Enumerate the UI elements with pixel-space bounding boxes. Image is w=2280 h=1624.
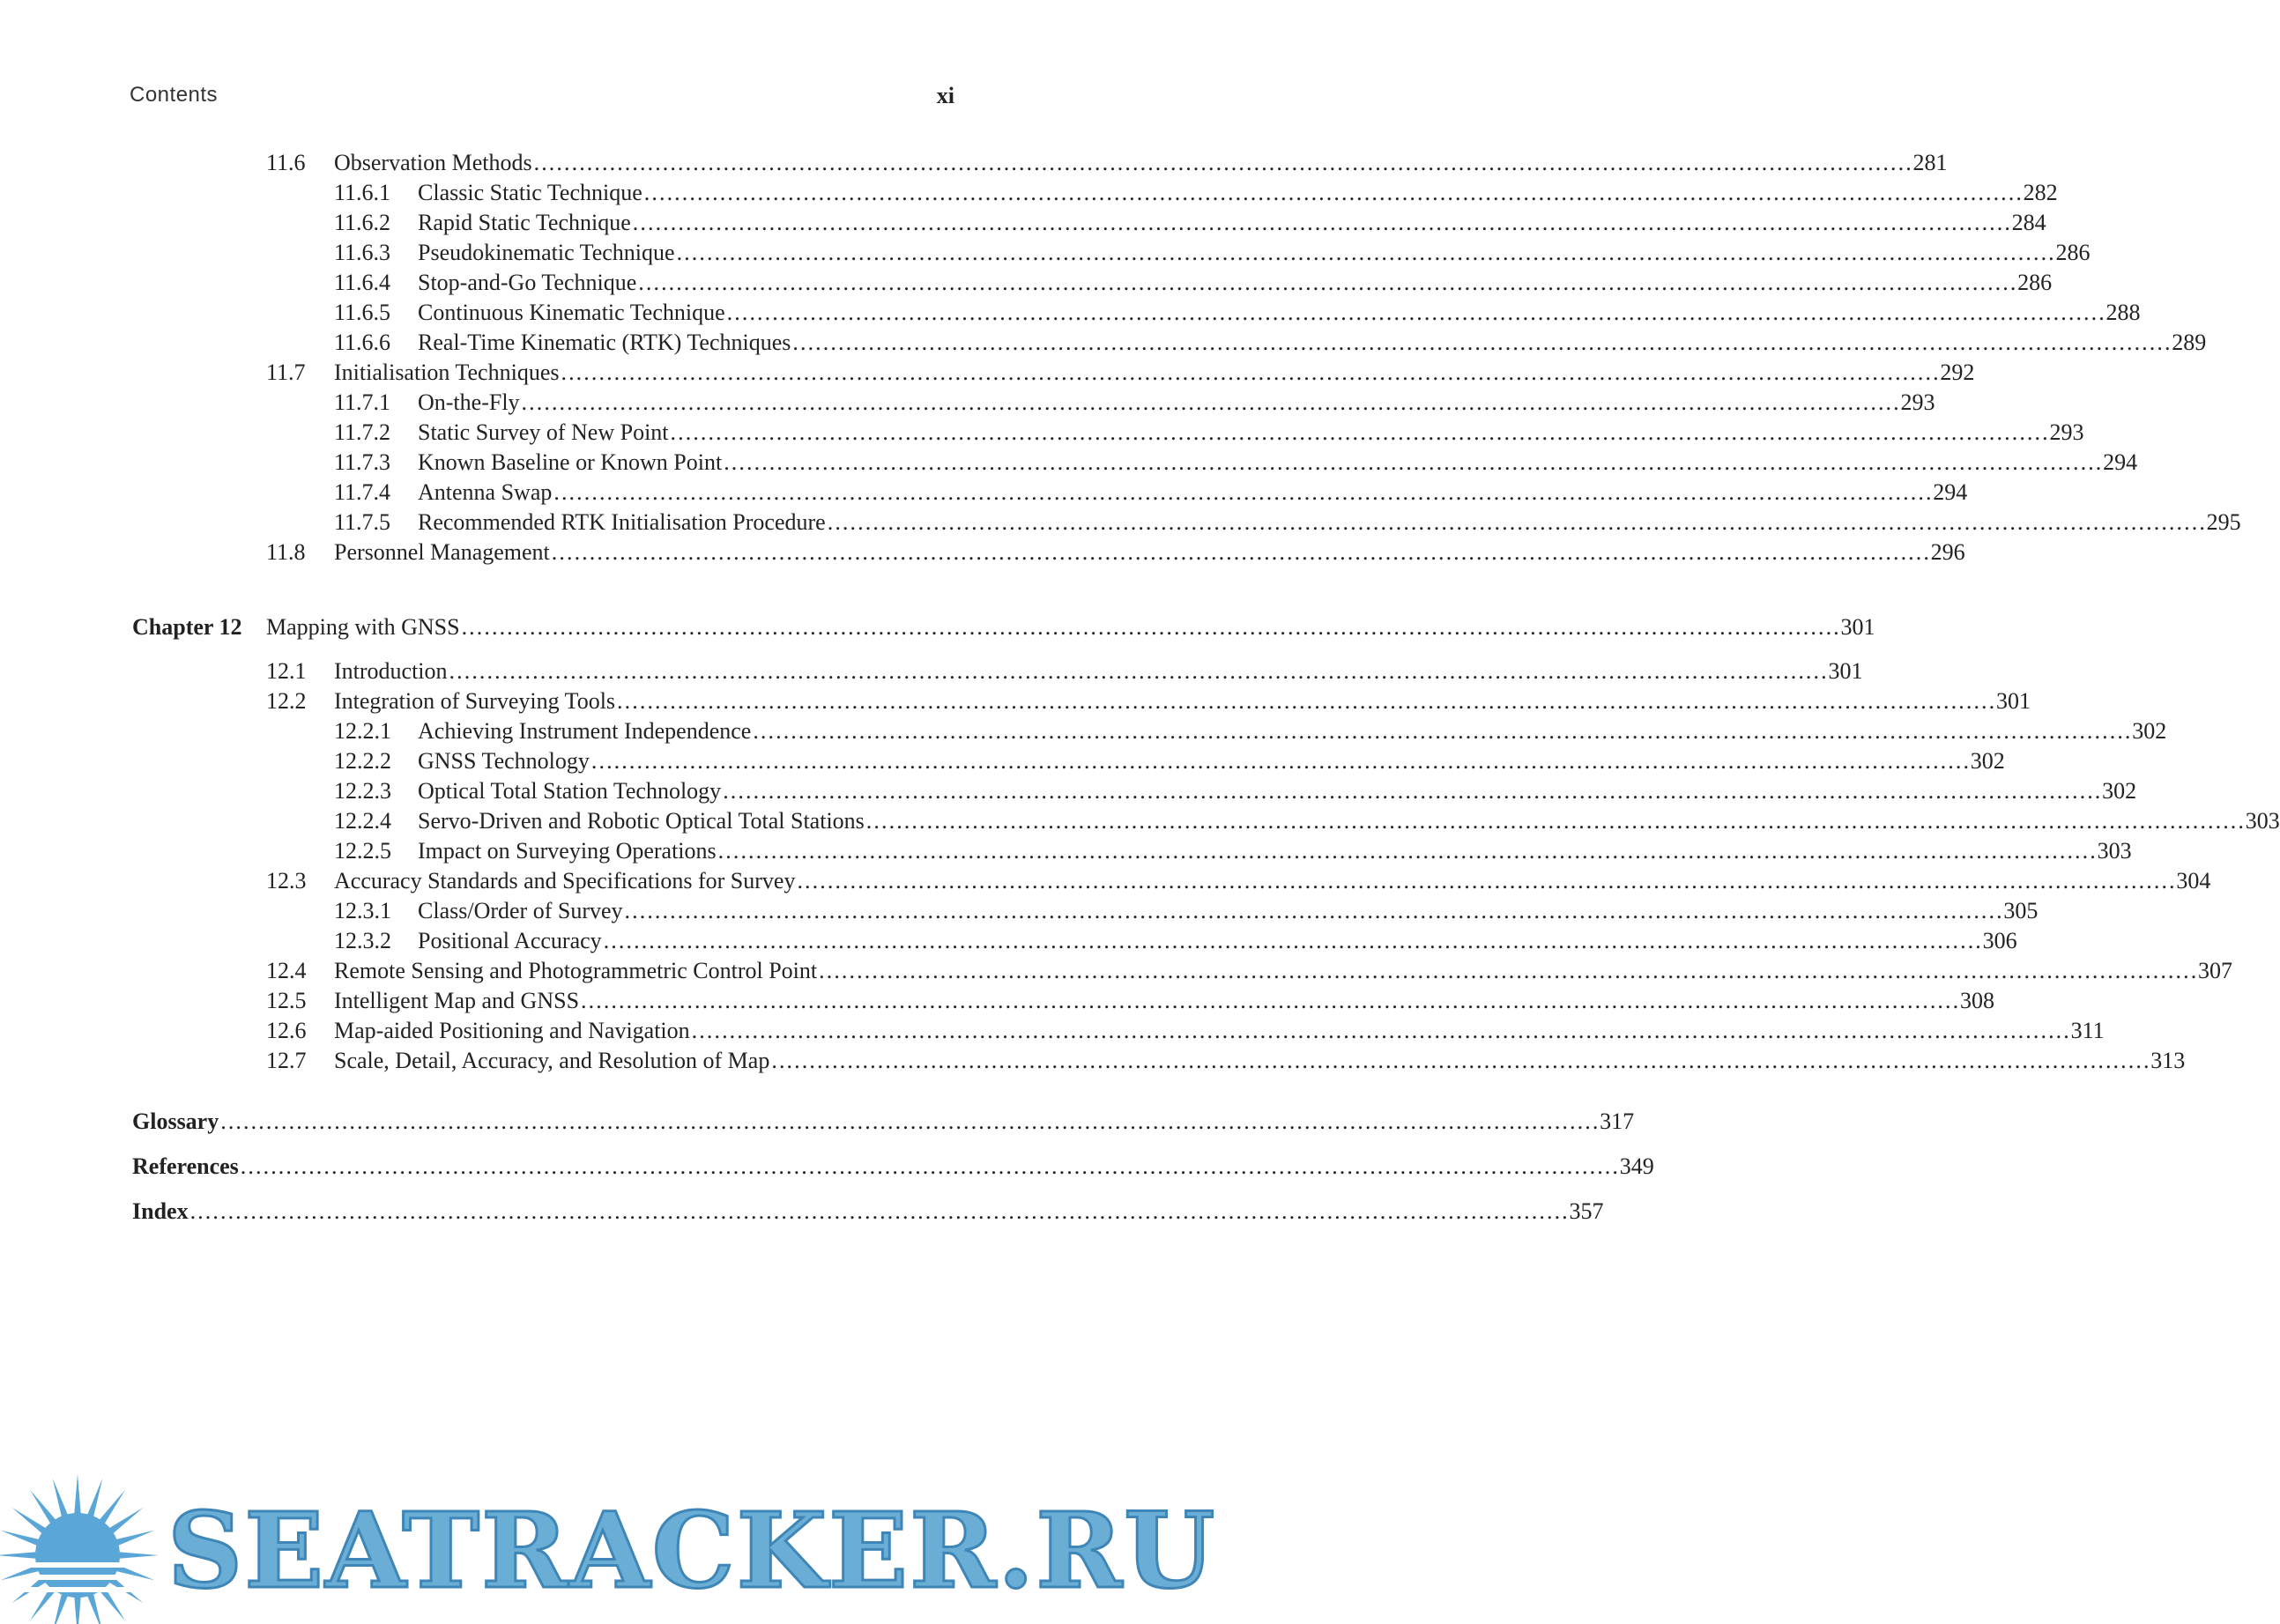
toc-entry-number: 12.5 xyxy=(266,988,307,1013)
toc-entry xyxy=(0,1152,1654,1181)
toc-entry-page: 349 xyxy=(1619,1153,1654,1179)
toc-entry-number: 11.6.3 xyxy=(334,240,391,265)
toc-entry-title: Continuous Kinematic Technique xyxy=(418,300,725,325)
dot-leader xyxy=(190,1197,1566,1226)
toc-entry-page: 281 xyxy=(1912,150,1948,175)
toc-entry-title: Initialisation Techniques xyxy=(334,360,560,385)
dot-leader xyxy=(241,1152,1616,1181)
dot-leader xyxy=(828,508,2203,537)
dot-leader xyxy=(671,418,2046,447)
toc-entry-title: Classic Static Technique xyxy=(418,180,642,205)
toc-entry-title: Intelligent Map and GNSS xyxy=(334,988,580,1013)
dot-leader xyxy=(462,612,1838,641)
toc-entry xyxy=(0,956,2233,985)
toc-entry-page: 302 xyxy=(2102,778,2137,804)
dot-leader xyxy=(449,656,1825,686)
toc-entry-number: 12.3.1 xyxy=(334,898,391,923)
toc-entry-page: 301 xyxy=(1840,614,1875,640)
toc-entry-number: 12.4 xyxy=(266,958,307,983)
dot-leader xyxy=(792,328,2168,357)
toc-entry-number: 11.8 xyxy=(266,539,306,565)
toc-entry-page: 307 xyxy=(2198,958,2233,983)
toc-entry-number: 12.6 xyxy=(266,1018,307,1043)
toc-entry-title: Recommended RTK Initialisation Procedure xyxy=(418,509,826,535)
toc-entry xyxy=(0,1016,2105,1045)
toc-entry xyxy=(0,896,2039,925)
dot-leader xyxy=(753,716,2128,745)
toc-entry-page: 294 xyxy=(2103,449,2138,475)
toc-entry-number: 12.3 xyxy=(266,868,307,894)
toc-entry-number: 12.2.4 xyxy=(334,808,391,834)
toc-entry-page: 296 xyxy=(1930,539,1965,565)
toc-entry xyxy=(0,238,2091,267)
toc-entry-number: 12.2.3 xyxy=(334,778,391,804)
toc-entry xyxy=(0,612,1875,641)
toc-entry-title: Positional Accuracy xyxy=(418,928,602,953)
toc-entry-title: Impact on Surveying Operations xyxy=(418,838,717,864)
dot-leader xyxy=(552,538,1927,567)
dot-leader xyxy=(692,1016,2068,1045)
toc-entry xyxy=(0,328,2207,357)
toc-entry-page: 301 xyxy=(1828,658,1863,684)
toc-entry-title: Accuracy Standards and Specifications for Survey xyxy=(334,868,796,894)
toc-entry xyxy=(0,358,1975,387)
toc-entry-number: 11.6 xyxy=(266,150,306,175)
sun-ray xyxy=(74,1474,81,1516)
dot-leader xyxy=(771,1046,2147,1075)
toc-entry xyxy=(0,448,2138,477)
toc-entry xyxy=(0,178,2058,207)
toc-entry xyxy=(0,388,1935,417)
toc-entry-title: Servo-Driven and Robotic Optical Total Stations xyxy=(418,808,865,834)
toc-entry-page: 288 xyxy=(2105,300,2141,325)
toc-entry-title: Known Baseline or Known Point xyxy=(418,449,723,475)
dot-leader xyxy=(604,926,1979,955)
toc-entry-page: 302 xyxy=(2132,718,2167,744)
toc-entry-page: 357 xyxy=(1569,1198,1604,1224)
toc-entry-page: 301 xyxy=(1995,688,2031,714)
toc-entry-number: 11.6.5 xyxy=(334,300,391,325)
toc-entry-page: 302 xyxy=(1970,748,2005,774)
toc-entry-page: 303 xyxy=(2245,808,2280,834)
toc-entry-number: 12.7 xyxy=(266,1048,307,1073)
dot-leader xyxy=(553,478,1929,507)
dot-leader xyxy=(561,358,1936,387)
toc-entry-title: Class/Order of Survey xyxy=(418,898,623,923)
toc-entry xyxy=(0,268,2053,297)
dot-leader xyxy=(581,986,1957,1015)
running-title: Contents xyxy=(130,83,219,107)
toc-entry-page: 306 xyxy=(1982,928,2017,953)
toc-entry xyxy=(0,1197,1604,1226)
toc-entry-title: Mapping with GNSS xyxy=(266,614,460,640)
toc-entry xyxy=(0,866,2211,895)
toc-entry-page: 284 xyxy=(2011,210,2046,235)
toc-entry xyxy=(0,538,1965,567)
toc-entry-number: 11.6.4 xyxy=(334,270,391,295)
dot-leader xyxy=(534,148,1910,177)
dot-leader xyxy=(724,448,2099,477)
toc-entry-page: 304 xyxy=(2176,868,2211,894)
toc-entry-number: 11.6.6 xyxy=(334,330,391,355)
sun-ray xyxy=(74,1594,81,1624)
dot-leader xyxy=(866,806,2242,835)
toc-entry xyxy=(0,746,2005,775)
toc-entry-title: Pseudokinematic Technique xyxy=(418,240,675,265)
dot-leader xyxy=(727,298,2103,327)
page-header xyxy=(130,83,954,109)
toc-entry-number: 11.7.5 xyxy=(334,509,391,535)
dot-leader xyxy=(617,686,1993,716)
toc-entry-title: GNSS Technology xyxy=(418,748,590,774)
toc-entry-number: 12.2.1 xyxy=(334,718,391,744)
toc-entry xyxy=(0,148,1948,177)
dot-leader xyxy=(644,178,2020,207)
toc-entry-page: 289 xyxy=(2172,330,2207,355)
toc-entry-title: Optical Total Station Technology xyxy=(418,778,722,804)
toc-entry-title: On-the-Fly xyxy=(418,389,520,415)
toc-entry-page: 293 xyxy=(2049,419,2084,445)
sun-ray xyxy=(86,1479,103,1520)
toc-entry-title: Map-aided Positioning and Navigation xyxy=(334,1018,690,1043)
toc-entry-page: 286 xyxy=(2017,270,2053,295)
dot-leader xyxy=(723,776,2098,805)
dot-leader xyxy=(522,388,1898,417)
sun-ray xyxy=(0,1552,39,1559)
dot-leader xyxy=(638,268,2014,297)
dot-leader xyxy=(633,208,2009,237)
toc-entry-title: Glossary xyxy=(132,1109,219,1134)
toc-entry xyxy=(0,508,2241,537)
toc-entry-title: Index xyxy=(132,1198,189,1224)
toc-entry-title: Observation Methods xyxy=(334,150,532,175)
toc-entry-page: 308 xyxy=(1959,988,1994,1013)
toc-entry-page: 303 xyxy=(2097,838,2132,864)
toc-entry xyxy=(0,986,1994,1015)
toc-entry xyxy=(0,298,2141,327)
toc-entry-title: Introduction xyxy=(334,658,448,684)
toc-entry-page: 293 xyxy=(1900,389,1935,415)
toc-entry xyxy=(0,806,2280,835)
toc-entry xyxy=(0,208,2046,237)
toc-entry-page: 286 xyxy=(2055,240,2091,265)
toc-entry-number: 12.2 xyxy=(266,688,307,714)
toc-entry-title: Achieving Instrument Independence xyxy=(418,718,752,744)
sun-ray xyxy=(116,1552,159,1559)
dot-leader xyxy=(625,896,2001,925)
toc-entry-number: 12.2.2 xyxy=(334,748,391,774)
toc-entry-title: Remote Sensing and Photogrammetric Control Point xyxy=(334,958,818,983)
toc-entry-title: Static Survey of New Point xyxy=(418,419,669,445)
dot-leader xyxy=(819,956,2195,985)
toc-entry-title: Integration of Surveying Tools xyxy=(334,688,616,714)
toc-entry-number: 12.1 xyxy=(266,658,307,684)
toc-entry-page: 305 xyxy=(2003,898,2039,923)
toc-entry-title: Rapid Static Technique xyxy=(418,210,631,235)
toc-entry xyxy=(0,418,2084,447)
toc-entry-title: Personnel Management xyxy=(334,539,550,565)
sun-ray xyxy=(53,1479,70,1520)
toc-entry-number: 12.3.2 xyxy=(334,928,391,953)
toc-entry xyxy=(0,836,2132,865)
watermark-text: SEATRACKER.RU xyxy=(167,1489,1217,1612)
toc-entry-title: Stop-and-Go Technique xyxy=(418,270,637,295)
page-number: xi xyxy=(936,83,954,108)
toc-entry-page: 295 xyxy=(2206,509,2241,535)
dot-leader xyxy=(591,746,1967,775)
dot-leader xyxy=(718,836,2094,865)
toc-entry-page: 292 xyxy=(1940,360,1975,385)
toc-entry-number: 11.6.1 xyxy=(334,180,391,205)
toc-entry-page: 282 xyxy=(2023,180,2058,205)
toc-entry-page: 317 xyxy=(1600,1109,1635,1134)
toc-entry-title: Scale, Detail, Accuracy, and Resolution of Map xyxy=(334,1048,770,1073)
toc-entry xyxy=(0,776,2137,805)
toc-entry xyxy=(0,686,2031,716)
toc-entry-title: Real-Time Kinematic (RTK) Techniques xyxy=(418,330,791,355)
toc-entry-number: 11.7 xyxy=(266,360,306,385)
toc-entry-page: 311 xyxy=(2070,1018,2105,1043)
toc-entry-page: 294 xyxy=(1933,479,1968,505)
toc-entry-number: 11.6.2 xyxy=(334,210,391,235)
toc-entry-number: 11.7.1 xyxy=(334,389,391,415)
toc-entry xyxy=(0,1107,1635,1136)
toc-entry xyxy=(0,1046,2186,1075)
toc-entry-number: 11.7.4 xyxy=(334,479,391,505)
dot-leader xyxy=(220,1107,1596,1136)
toc-entry-page: 313 xyxy=(2150,1048,2186,1073)
toc-entry-number: 11.7.2 xyxy=(334,419,391,445)
toc-entry-title: References xyxy=(132,1153,239,1179)
toc-entry xyxy=(0,716,2167,745)
toc-entry xyxy=(0,656,1863,686)
dot-leader xyxy=(677,238,2053,267)
toc-entry-title: Antenna Swap xyxy=(418,479,553,505)
toc-entry xyxy=(0,478,1968,507)
sun-ray xyxy=(114,1531,155,1547)
toc-entry-number: 11.7.3 xyxy=(334,449,391,475)
toc-entry xyxy=(0,926,2017,955)
toc-entry-number: Chapter 12 xyxy=(132,614,242,640)
dot-leader xyxy=(797,866,2172,895)
sun-ray xyxy=(1,1531,42,1547)
toc-entry-number: 12.2.5 xyxy=(334,838,391,864)
